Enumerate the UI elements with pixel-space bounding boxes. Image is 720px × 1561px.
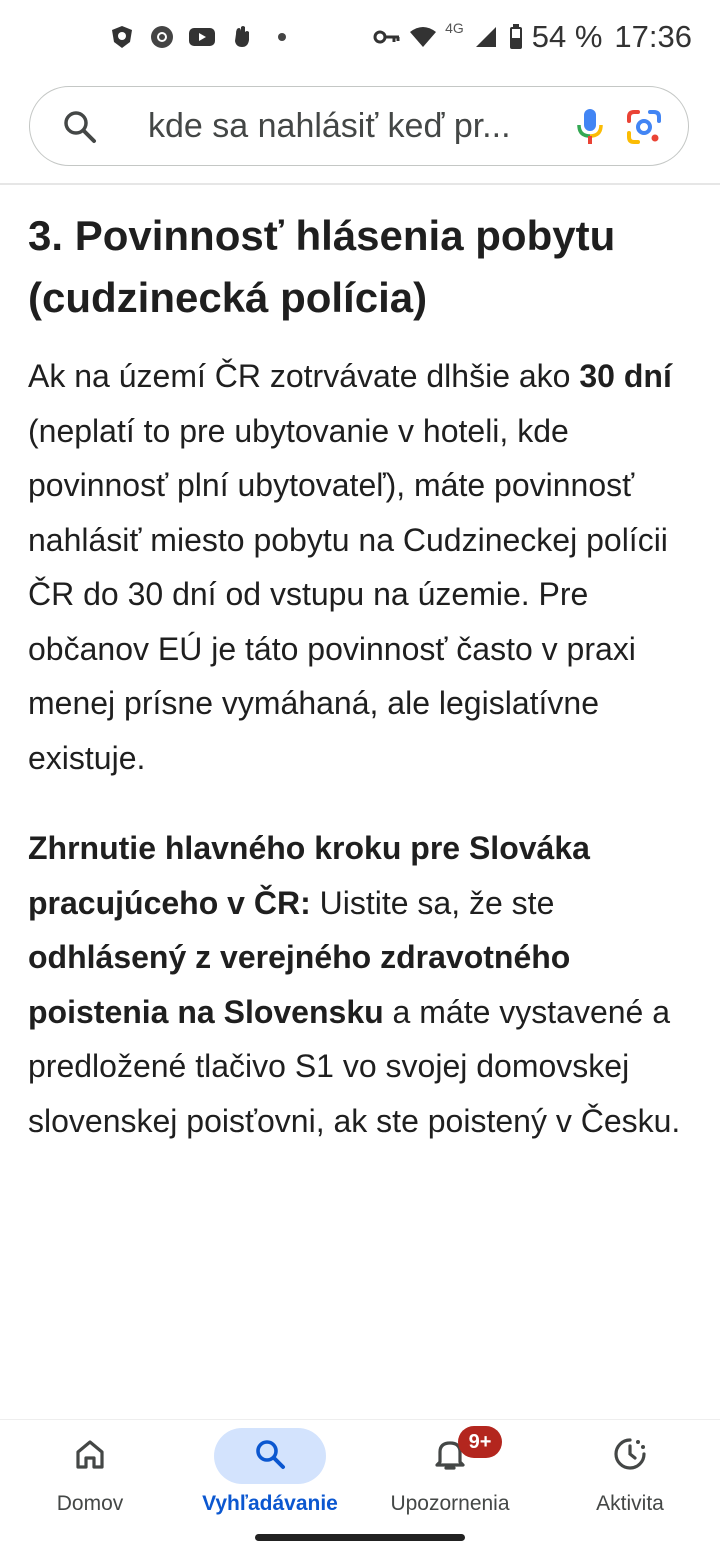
search-bar[interactable] — [29, 86, 689, 166]
nav-label: Domov — [56, 1492, 124, 1515]
nav-label: Aktivita — [596, 1492, 664, 1515]
nav-active-indicator — [214, 1428, 326, 1484]
gesture-app-icon — [228, 23, 256, 51]
cell-signal-icon — [472, 23, 500, 51]
search-icon — [253, 1437, 287, 1476]
nav-item-notifications[interactable] — [360, 1420, 540, 1540]
google-lens-icon[interactable] — [626, 109, 662, 150]
nav-icon-container — [34, 1428, 146, 1484]
search-icon — [62, 109, 98, 150]
microphone-icon[interactable] — [575, 107, 605, 152]
wifi-icon — [409, 23, 437, 51]
paragraph-summary — [28, 821, 698, 1148]
bold-span: 30 dní — [579, 358, 672, 394]
notification-badge: 9+ — [458, 1426, 502, 1458]
nav-item-activity[interactable] — [540, 1420, 720, 1540]
section-heading: 3. Povinnosť hlásenia pobytu (cudzinecká polícia) — [28, 212, 616, 321]
gesture-bar[interactable] — [255, 1534, 465, 1541]
nav-label: Vyhľadávanie — [202, 1492, 338, 1515]
battery-icon — [508, 23, 524, 51]
nav-icon-container — [574, 1428, 686, 1484]
key-icon — [373, 23, 401, 51]
status-bar — [0, 0, 720, 74]
bold-span: odhlásený z verejného zdravotného poistenia na Slovensku — [28, 939, 571, 1030]
text-span: (neplatí to pre ubytovanie v hoteli, kde povinnosť plní ubytovateľ), máte povinnosť nahlásiť miesto pobytu na Cudzineckej polícii ČR do 30 dní od vstupu na územie. Pre občanov EÚ je táto povinnosť často v praxi menej prísne vymáhaná, ale legislatívne existuje. — [28, 412, 668, 776]
home-icon — [73, 1437, 107, 1476]
header-divider — [0, 183, 720, 185]
activity-icon — [612, 1436, 648, 1477]
nav-item-search[interactable] — [180, 1420, 360, 1540]
system-status — [373, 18, 692, 56]
paragraph-registration — [28, 349, 698, 785]
more-dot-icon — [268, 23, 296, 51]
chrome-icon — [148, 23, 176, 51]
nav-item-home[interactable] — [0, 1420, 180, 1540]
nav-label: Upozornenia — [390, 1492, 510, 1515]
youtube-icon — [188, 23, 216, 51]
text-span: a máte vystavené a predložené tlačivo S1 vo svojej domovskej slovenskej poisťovni, ak ste poistený v Česku. — [28, 993, 681, 1139]
network-type: 4G — [445, 20, 464, 36]
text-span: Uistite sa, že ste — [310, 884, 555, 921]
bold-span: Zhrnutie hlavného kroku pre Slováka pracujúceho v ČR: — [28, 830, 590, 921]
battery-percent: 54 % — [531, 19, 603, 54]
search-input[interactable] — [148, 87, 543, 165]
notification-icons — [108, 22, 296, 52]
answer-content — [28, 205, 698, 1148]
text-span: Ak na území ČR zotrvávate dlhšie ako — [28, 358, 580, 394]
clock: 17:36 — [614, 19, 692, 54]
shield-app-icon — [108, 23, 136, 51]
